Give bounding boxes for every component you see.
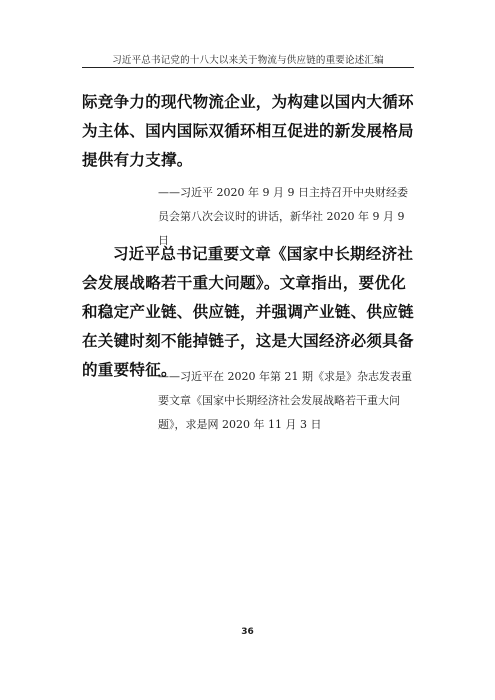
body-paragraph-1: 际竞争力的现代物流企业，为构建以国内大循环为主体、国内国际双循环相互促进的新发展格局提供有力支撑。 bbox=[82, 93, 414, 169]
page-number: 36 bbox=[241, 627, 254, 637]
source-citation-2: ——习近平在 2020 年第 21 期《求是》杂志发表重要文章《国家中长期经济社会发展战略若干重大问题》，求是网 2020 年 11 月 3 日 bbox=[158, 370, 412, 431]
running-header: 习近平总书记党的十八大以来关于物流与供应链的重要论述汇编 bbox=[112, 55, 384, 66]
header-divider bbox=[82, 67, 414, 68]
body-paragraph-2: 习近平总书记重要文章《国家中长期经济社会发展战略若干重大问题》。文章指出，要优化和稳定产业链、供应链，并强调产业链、供应链在关键时刻不能掉链子，这是大国经济必须具备的重要特征。 bbox=[82, 245, 414, 379]
source-citation-1: ——习近平 2020 年 9 月 9 日主持召开中央财经委员会第八次会议时的讲话，新华社 2020 年 9 月 9 日 bbox=[158, 186, 408, 247]
